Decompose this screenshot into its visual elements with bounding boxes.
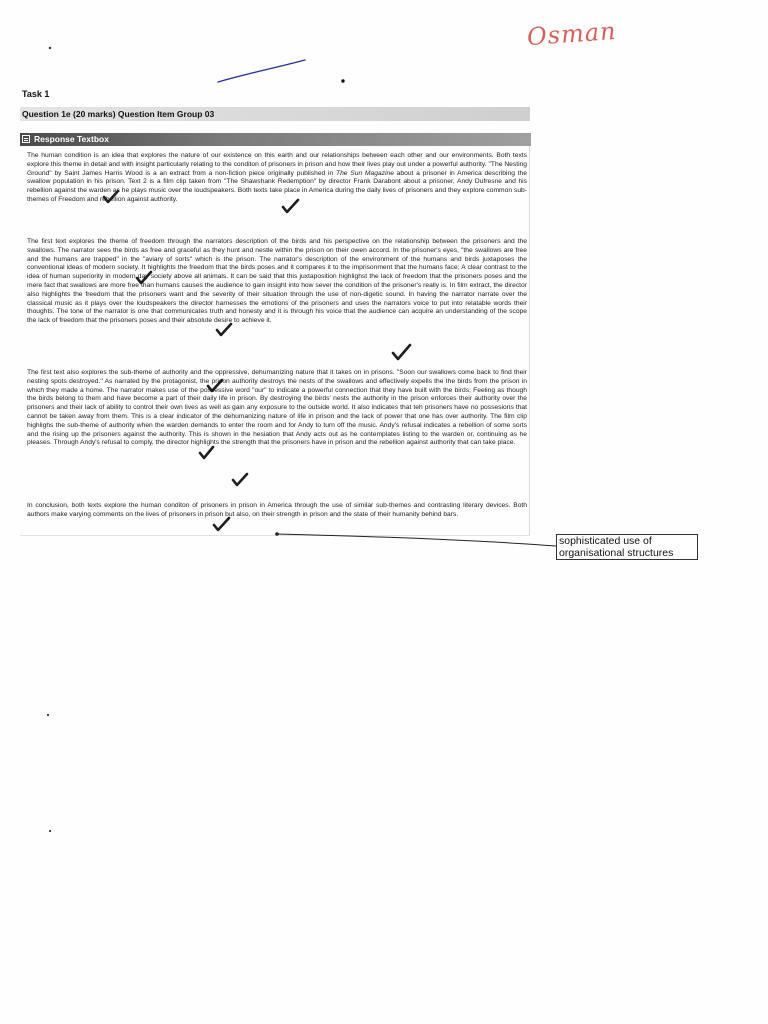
student-name: Osman xyxy=(526,16,618,52)
paragraph-text: The human condition is an idea that explores the nature of our existence on this earth and our relationships between each other and our environments. Both texts explore this theme in detail and with insight particularly relating to the conditon of prisoners in prison and how their lives play out under a powerful authority. "The Nesting Ground" by Saint James Harris Wood is a an extract from a non-fiction piece originally published in xyxy=(27,152,527,177)
paragraph-text: about a prisoner in America describing the swallow population in his prison. Text 2 is a film clip taken from "The Shawshank Redemption" by director Frank Darabont about a prisoner, Andy Dufresne and his rebellion against the warden as he plays music over the loudspeakers. Both texts take place in America during the daily lives of prisoners and they explore common sub-themes of Freedom and rebellion against authority. xyxy=(27,169,527,203)
magazine-title: The Sun Magazine xyxy=(335,169,394,177)
check-mark-icon xyxy=(217,324,231,335)
check-mark-icon xyxy=(208,380,222,391)
response-paragraph-2: The first text explores the theme of freedom through the narrators description of the birds and his perspective on the relationship between the prisoners and the swallows. The narrator sees the birds as free and graceful as they hunt and nestle within the prison on their owen accord. In the prisoner's eyes, "the swallows are free and the humans are trapped" in the "aviary of sorts" which is the prison. The narrator's description of the environment of the humans and birds juxtaposes the conventional ideas of modern society. It highlights the freedom that the birds poses and it compares it to the imprisonment that the humans face; A clear contrast to the idea of human superiority in modern day society above all animals. It can be said that this juxtaposition highlighst the lack of freedom that the prisoners poses and the mere fact that swallows are more free than humans causes the audience to gain insight into how sever the condition of the prisoner's really is. In film extract, the director also highlights the freedom that the prisoners want and the severity of their situation through the use of non-digetic sound. In having the narrator narrate over the classical music as it plays over the loudspeakers the director harnesses the emotions of the prisoners and uses the narrators voice to put into relatable words their thoughts. The tone of the narrator is one that communicates truth and honesty and it is through his voice that the audience can acquire an understanding of the scope the lack of freedom that the prisoners poses and their absolute desire to achieve it. xyxy=(27,238,527,325)
annotation-leader-line xyxy=(277,534,556,546)
pen-dot xyxy=(49,830,51,832)
check-mark-icon xyxy=(137,272,151,283)
check-mark-icon xyxy=(393,345,410,359)
question-label: Question 1e (20 marks) Question Item Group 03 xyxy=(22,109,215,119)
pen-stroke xyxy=(218,60,305,82)
marker-comment-box: sophisticated use of organisational structures xyxy=(556,534,698,560)
check-mark-icon xyxy=(214,518,229,530)
check-mark-icon xyxy=(200,447,213,458)
response-header-label: Response Textbox xyxy=(34,134,109,144)
check-mark-icon xyxy=(104,191,118,202)
leader-start-dot xyxy=(275,532,279,536)
check-mark-icon xyxy=(233,474,247,485)
response-paragraph-4: In conclusion, both texts explore the human conditon of prisoners in prison in America through the use of similar sub-themes and contrasting literary devices. Both authors make varying comments on the lives of prisoners in prison but also, on their strength in prison and the state of their humanity behind bars. xyxy=(27,502,527,518)
pen-dot xyxy=(341,79,344,82)
response-paragraph-3: The first text also explores the sub-theme of authority and the oppressive, dehumanizing nature that it takes on in prisons. "Soon our swallows come back to find their nesting spots destroyed." As narrated by the protagonist, the prison authority destroys the nests of the swallows and effectively expells the the birds from the prison in which they made a home. The narrator makes use of the possessive word "our" to indicate a powerful connection that they have built with the birds; Feeling as though the birds belong to them and have become a part of their daily life in prison. By destroying the birds' nests the authority in the prison enforces their authority over the prisoners and their lack of ability to control their own lives as well as gain any exposure to the outside world. It also indicates that teh prisoners have no possesions that cannot be taken away from them. This is a clear indicator of the dehumanizing nature of life in prison and the lack of power that one has over authority. The film clip highlighs the sub-theme of authority when the warden demands to enter the room and for Andy to turn off the music. Andy's refusal indicates a rebellion of some sorts and the rising up the prisoners against the authority. This is shown in the hesiation that Andy acts out as he contemplates listing to the warden or, continuing as he pleases. Through Andy's refusal to comply, the director highlights the strength that the prisoners have in prison and the rebellion against authority that can take place. xyxy=(27,369,527,447)
check-mark-icon xyxy=(283,200,298,212)
pen-dot xyxy=(47,714,49,716)
pen-dot xyxy=(49,47,51,49)
task-title: Task 1 xyxy=(22,89,50,99)
